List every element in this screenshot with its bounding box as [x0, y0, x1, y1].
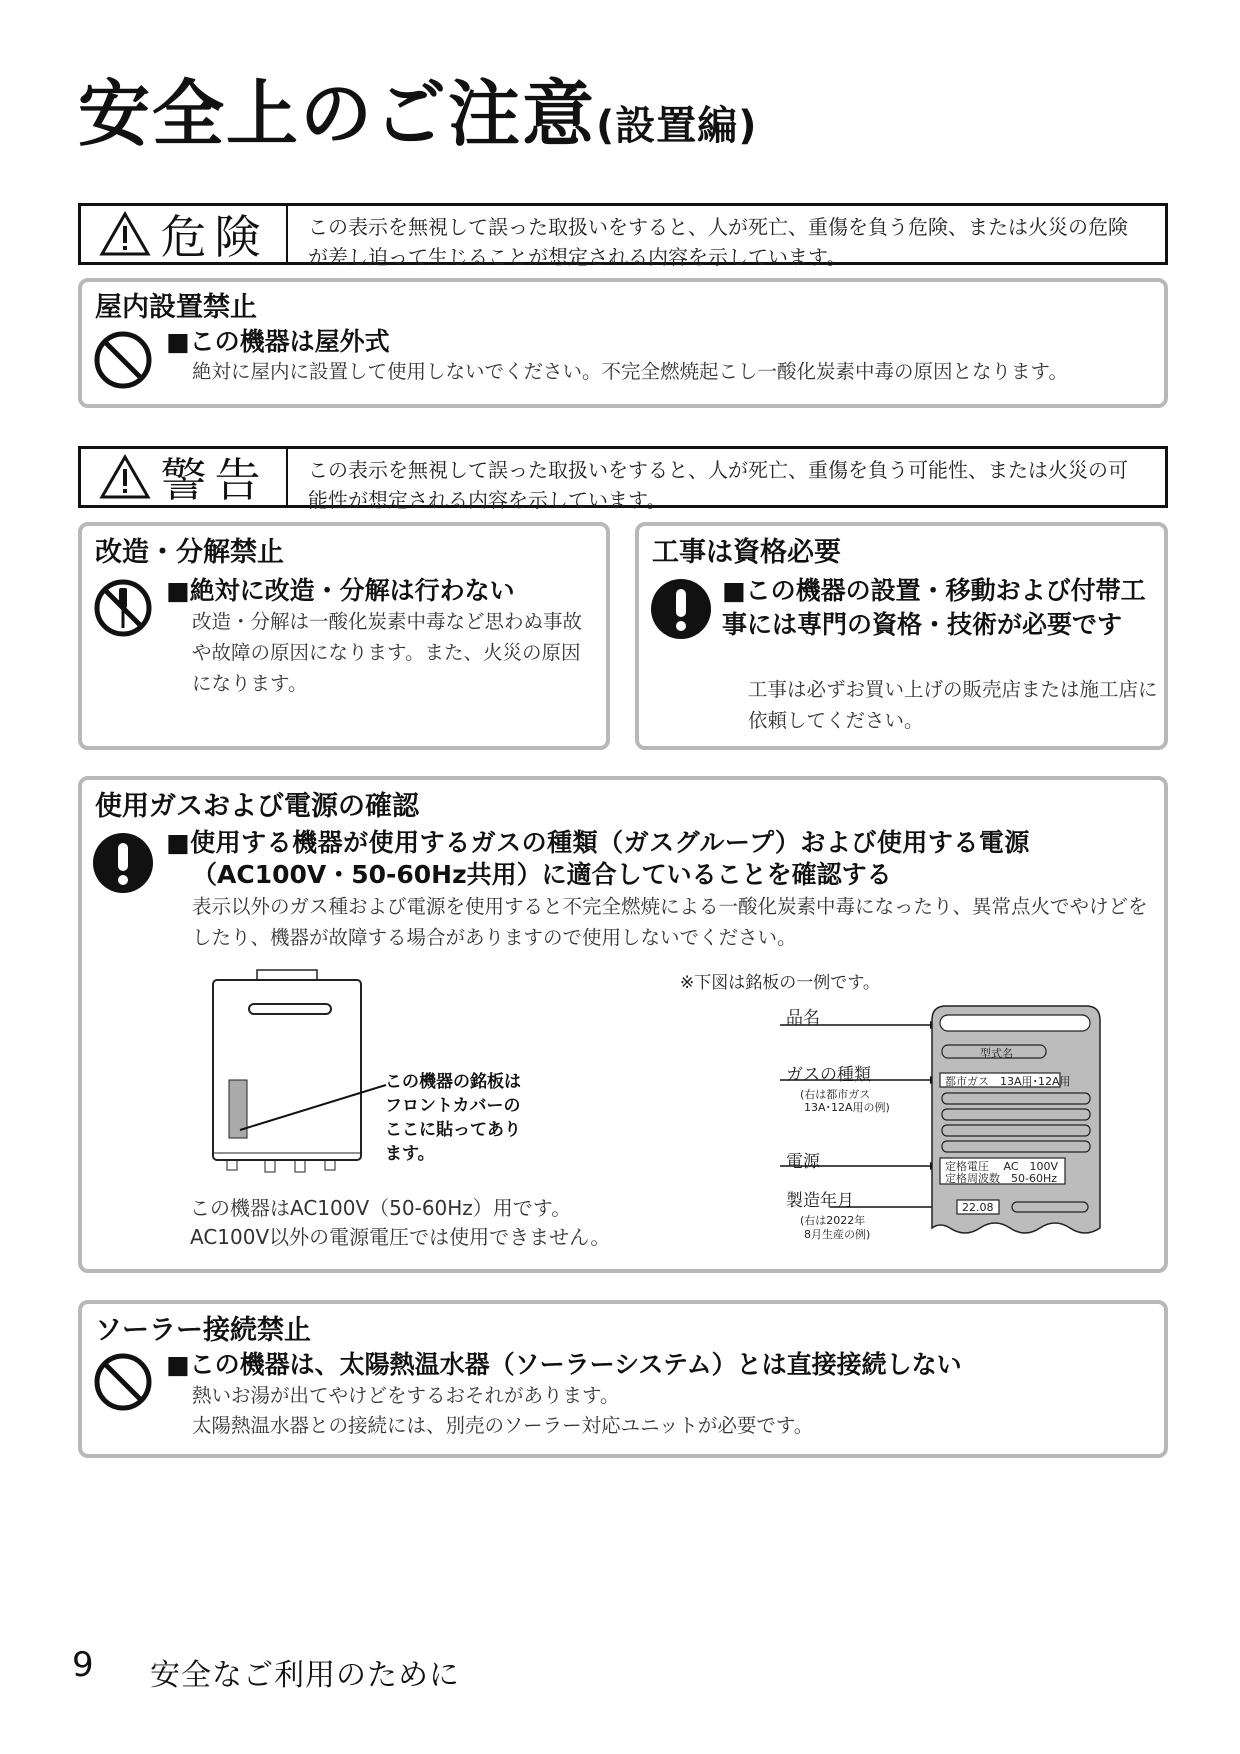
plate-power-text-2: 定格周波数 50-60Hz — [945, 1172, 1058, 1185]
danger-header — [78, 203, 1168, 269]
footer-section: 安全なご利用のために — [150, 1658, 460, 1693]
water-heater-illustration — [205, 968, 365, 1180]
modify-heading: ■絶対に改造・分解は行わない — [166, 576, 515, 605]
indoor-title: 屋内設置禁止 — [95, 292, 257, 323]
qualification-title: 工事は資格必要 — [652, 537, 841, 568]
warning-label-box — [81, 449, 288, 505]
callout-line-2: フロントカバーの — [385, 1096, 521, 1116]
nameplate-diagram — [780, 1000, 1110, 1240]
solar-text-1: 熱いお湯が出てやけどをするおそれがあります。 — [192, 1384, 620, 1407]
indoor-heading: ■この機器は屋外式 — [166, 327, 390, 356]
plate-date-note-2: 8月生産の例) — [804, 1228, 871, 1241]
plate-gas-note-2: 13A･12A用の例) — [804, 1101, 890, 1114]
plate-note: ※下図は銘板の一例です。 — [680, 973, 880, 993]
prohibition-icon — [93, 1352, 153, 1412]
solar-heading: ■この機器は、太陽熱温水器（ソーラーシステム）とは直接接続しない — [166, 1350, 962, 1379]
callout-line-1: この機器の銘板は — [385, 1072, 521, 1092]
modify-title: 改造・分解禁止 — [95, 537, 284, 568]
plate-date-note-1: (右は2022年 — [800, 1214, 866, 1227]
plate-date-text: 22.08 — [962, 1201, 994, 1214]
callout-line — [238, 1075, 388, 1135]
plate-power-text-1: 定格電圧 AC 100V — [945, 1160, 1059, 1173]
indoor-text: 絶対に屋内に設置して使用しないでください。不完全燃焼起こし一酸化炭素中毒の原因となります。 — [192, 360, 1068, 383]
prohibition-icon — [93, 330, 153, 390]
plate-gas-text: 都市ガス 13A用･12A用 — [945, 1075, 1071, 1088]
plate-model-text: 型式名 — [980, 1047, 1013, 1060]
warning-header — [78, 446, 1168, 512]
plate-gas-note-1: (右は都市ガス — [800, 1088, 871, 1101]
qualification-text: 工事は必ずお買い上げの販売店または施工店に依頼してください。 — [748, 678, 1158, 732]
mandatory-icon — [650, 578, 712, 640]
no-disassembly-icon — [93, 578, 153, 638]
danger-description: この表示を無視して誤った取扱いをすると、人が死亡、重傷を負う危険、または火災の危険が差し迫って生じることが想定される内容を示しています。 — [308, 215, 1128, 269]
callout-line-3: ここに貼ってあり — [385, 1120, 521, 1140]
warning-triangle-icon — [99, 454, 151, 500]
callout-line-4: ます。 — [385, 1144, 435, 1164]
gas-heading-2: （AC100V・50-60Hz共用）に適合していることを確認する — [192, 860, 892, 889]
danger-label: 危険 — [160, 210, 269, 264]
warning-description: この表示を無視して誤った取扱いをすると、人が死亡、重傷を負う可能性、または火災の可能性が想定される内容を示しています。 — [308, 458, 1128, 512]
plate-label-power: 電源 — [786, 1152, 820, 1172]
gas-title: 使用ガスおよび電源の確認 — [95, 791, 419, 822]
page-number: 9 — [72, 1645, 94, 1685]
qualification-heading: ■この機器の設置・移動および付帯工事には専門の資格・技術が必要です — [722, 576, 1146, 639]
gas-text: 表示以外のガス種および電源を使用すると不完全燃焼による一酸化炭素中毒になったり、異常点火でやけどをしたり、機器が故障する場合がありますので使用しないでください。 — [192, 895, 1148, 949]
power-note-1: この機器はAC100V（50-60Hz）用です。 — [190, 1196, 572, 1220]
plate-label-name: 品名 — [786, 1008, 820, 1028]
danger-label-box — [81, 206, 288, 262]
warning-label: 警告 — [160, 453, 269, 507]
mandatory-icon — [92, 832, 154, 894]
power-note-2: AC100V以外の電源電圧では使用できません。 — [190, 1225, 611, 1249]
modify-text: 改造・分解は一酸化炭素中毒など思わぬ事故や故障の原因になります。また、火災の原因になります。 — [192, 610, 583, 695]
solar-title: ソーラー接続禁止 — [95, 1315, 311, 1346]
gas-heading-1: ■使用する機器が使用するガスの種類（ガスグループ）および使用する電源 — [166, 828, 1030, 857]
solar-text-2: 太陽熱温水器との接続には、別売のソーラー対応ユニットが必要です。 — [192, 1414, 814, 1437]
plate-label-gas: ガスの種類 — [786, 1065, 871, 1085]
warning-triangle-icon — [99, 211, 151, 257]
page-title: 安全上のご注意(設置編) — [78, 72, 758, 156]
plate-callout — [385, 1070, 521, 1166]
plate-label-date: 製造年月 — [786, 1191, 854, 1211]
page-subtitle: (設置編) — [596, 103, 758, 149]
